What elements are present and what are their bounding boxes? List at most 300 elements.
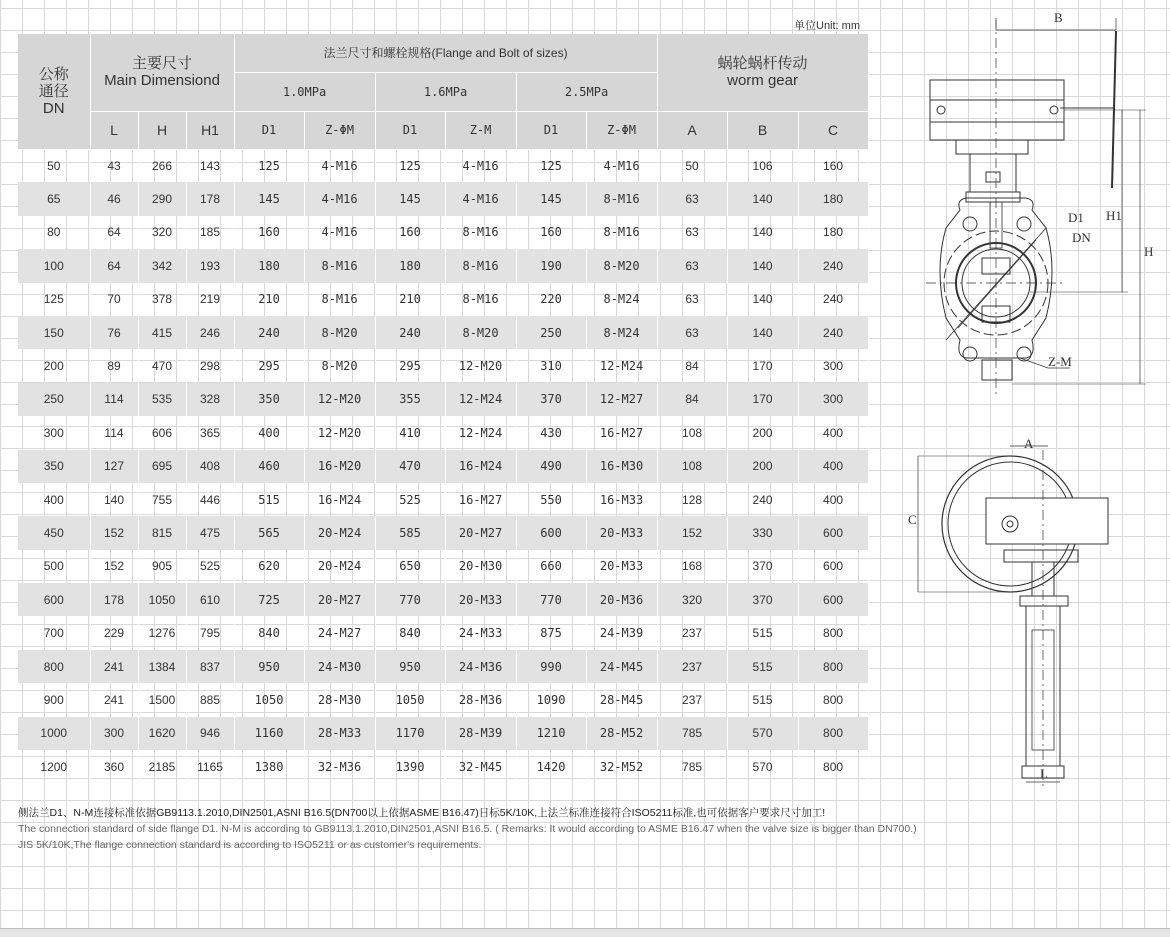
label-L: L [1040,766,1048,781]
table-row [18,650,868,683]
cell-d1-16: 1050 [375,683,445,716]
flange-header: 法兰尺寸和螺栓规格(Flange and Bolt of sizes) [234,34,657,72]
cell-zm-16: 16-M27 [445,483,516,516]
cell-d1-16: 770 [375,583,445,616]
cell-zm-10: 20-M24 [304,516,375,549]
cell-d1-25: 1210 [516,717,586,750]
cell-zm-25: 28-M52 [586,717,657,750]
table-row [18,149,868,182]
cell-zm-25: 8-M16 [586,216,657,249]
cell-zm-25: 8-M20 [586,249,657,282]
cell-zm-16: 4-M16 [445,149,516,182]
sub-header-H1: H1 [186,111,234,149]
cell-zm-10: 32-M36 [304,750,375,783]
cell-d1-25: 1420 [516,750,586,783]
cell-dn: 800 [18,650,90,683]
cell-zm-10: 8-M16 [304,249,375,282]
cell-zm-25: 20-M36 [586,583,657,616]
cell-h1: 328 [186,383,234,416]
cell-d1-10: 950 [234,650,304,683]
cell-zm-10: 24-M30 [304,650,375,683]
table-row [18,349,868,382]
cell-d1-25: 875 [516,616,586,649]
cell-d1-25: 430 [516,416,586,449]
cell-c: 240 [798,283,868,316]
gearbox-outline [930,80,1064,140]
cell-d1-25: 160 [516,216,586,249]
table-row [18,316,868,349]
cell-zm-16: 28-M39 [445,717,516,750]
cell-zm-10: 28-M33 [304,717,375,750]
cell-dn: 65 [18,182,90,215]
cell-d1-10: 400 [234,416,304,449]
cell-a: 63 [657,249,727,282]
valve-front-view [926,18,1146,395]
cell-h1: 795 [186,616,234,649]
cell-c: 400 [798,450,868,483]
cell-d1-10: 725 [234,583,304,616]
sub-header-Z-M: Z-M [445,111,516,149]
cell-zm-16: 20-M33 [445,583,516,616]
cell-d1-10: 210 [234,283,304,316]
cell-b: 200 [727,416,798,449]
cell-dn: 1000 [18,717,90,750]
cell-d1-10: 460 [234,450,304,483]
neck-coupling [986,172,1000,182]
cell-h: 755 [138,483,186,516]
label-H: H [1144,244,1154,259]
main-dim-en: Main Dimensiond [104,72,220,90]
cell-h1: 298 [186,349,234,382]
cell-l: 114 [90,416,138,449]
cell-zm-25: 16-M27 [586,416,657,449]
cell-c: 180 [798,182,868,215]
note-english-1: The connection standard of side flange D1. N-M is according to GB9113.1.2010,DIN2501,ASNI B16.5. ( Remarks: It would according to ASME B16.47 when the valve size is bigger than DN700.) [18,823,917,835]
cell-d1-16: 585 [375,516,445,549]
cell-h: 470 [138,349,186,382]
table-row [18,383,868,416]
cell-dn: 200 [18,349,90,382]
handwheel-rim [1112,31,1116,188]
cell-d1-25: 125 [516,149,586,182]
sub-header-L: L [90,111,138,149]
cell-d1-16: 210 [375,283,445,316]
cell-zm-16: 4-M16 [445,182,516,215]
label-DN: DN [1072,230,1091,245]
cell-dn: 80 [18,216,90,249]
sub-header-H: H [138,111,186,149]
cell-zm-16: 8-M16 [445,283,516,316]
cell-d1-16: 355 [375,383,445,416]
cell-a: 128 [657,483,727,516]
cell-a: 108 [657,450,727,483]
cell-c: 300 [798,383,868,416]
table-row [18,583,868,616]
cell-zm-16: 28-M36 [445,683,516,716]
cell-c: 800 [798,717,868,750]
cell-b: 370 [727,550,798,583]
lug-hole-tl [963,217,977,231]
cell-dn: 350 [18,450,90,483]
cell-d1-10: 1050 [234,683,304,716]
cell-h1: 219 [186,283,234,316]
cell-l: 114 [90,383,138,416]
cell-a: 785 [657,717,727,750]
cell-zm-10: 8-M20 [304,316,375,349]
cell-l: 229 [90,616,138,649]
spec-table [18,34,869,783]
cell-c: 600 [798,516,868,549]
cell-b: 330 [727,516,798,549]
cell-dn: 700 [18,616,90,649]
cell-zm-10: 12-M20 [304,383,375,416]
sub-header-Z-M: Z-ΦM [586,111,657,149]
pressure-1-6: 1.6MPa [375,72,516,111]
sub-header-D1: D1 [375,111,445,149]
cell-zm-10: 8-M20 [304,349,375,382]
note-english-2: JIS 5K/10K,The flange connection standard is according to ISO5211 or as customer's requirements. [18,839,482,851]
sub-header-B: B [727,111,798,149]
cell-d1-16: 295 [375,349,445,382]
cell-b: 370 [727,583,798,616]
cell-d1-16: 160 [375,216,445,249]
cell-d1-16: 840 [375,616,445,649]
cell-a: 785 [657,750,727,783]
top-flange [956,140,1028,154]
label-C: C [908,512,917,527]
cell-l: 46 [90,182,138,215]
cell-b: 140 [727,316,798,349]
worm-header [657,34,868,111]
cell-a: 168 [657,550,727,583]
cell-a: 320 [657,583,727,616]
cell-h1: 446 [186,483,234,516]
cell-c: 800 [798,683,868,716]
cell-d1-25: 310 [516,349,586,382]
cell-a: 63 [657,216,727,249]
table-row [18,550,868,583]
worm-en: worm gear [727,72,798,90]
cell-d1-16: 180 [375,249,445,282]
cell-h: 1500 [138,683,186,716]
neck-base [966,192,1020,202]
zm-leader [1020,358,1048,368]
cell-h1: 365 [186,416,234,449]
cell-a: 84 [657,349,727,382]
label-Z-M: Z-M [1048,354,1072,369]
cell-l: 89 [90,349,138,382]
pressure-2-5: 2.5MPa [516,72,657,111]
cell-d1-25: 370 [516,383,586,416]
cell-d1-10: 125 [234,149,304,182]
cell-b: 200 [727,450,798,483]
cell-zm-16: 16-M24 [445,450,516,483]
cell-d1-10: 145 [234,182,304,215]
valve-drawing [900,0,1170,800]
cell-zm-25: 16-M30 [586,450,657,483]
lug-hole-br [1017,347,1031,361]
cell-zm-25: 8-M16 [586,182,657,215]
cell-d1-25: 600 [516,516,586,549]
cell-h1: 610 [186,583,234,616]
cell-d1-10: 620 [234,550,304,583]
cell-dn: 600 [18,583,90,616]
cell-d1-25: 990 [516,650,586,683]
cell-zm-25: 32-M52 [586,750,657,783]
cell-a: 152 [657,516,727,549]
cell-zm-10: 28-M30 [304,683,375,716]
cell-zm-25: 24-M45 [586,650,657,683]
pressure-1-0: 1.0MPa [234,72,375,111]
main-dim-header [90,34,234,111]
cell-zm-10: 24-M27 [304,616,375,649]
cell-b: 140 [727,216,798,249]
cell-b: 515 [727,683,798,716]
cell-zm-25: 24-M39 [586,616,657,649]
cell-h: 1620 [138,717,186,750]
cell-l: 43 [90,149,138,182]
cell-zm-10: 20-M24 [304,550,375,583]
cell-d1-16: 470 [375,450,445,483]
cell-h: 535 [138,383,186,416]
cell-b: 570 [727,717,798,750]
cell-zm-10: 4-M16 [304,216,375,249]
cell-c: 400 [798,416,868,449]
cell-h1: 246 [186,316,234,349]
cell-l: 178 [90,583,138,616]
label-H1: H1 [1106,208,1122,223]
cell-zm-10: 4-M16 [304,149,375,182]
cell-d1-10: 515 [234,483,304,516]
spec-table-body [18,149,868,783]
cell-h: 905 [138,550,186,583]
cell-c: 600 [798,550,868,583]
cell-l: 76 [90,316,138,349]
worm-cn: 蜗轮蜗杆传动 [717,55,808,73]
cell-l: 300 [90,717,138,750]
cell-zm-10: 16-M20 [304,450,375,483]
cell-d1-10: 180 [234,249,304,282]
cell-h: 290 [138,182,186,215]
cell-h: 1384 [138,650,186,683]
cell-h1: 885 [186,683,234,716]
cell-a: 84 [657,383,727,416]
cell-zm-25: 28-M45 [586,683,657,716]
cell-b: 140 [727,182,798,215]
lug-hole-bl [963,347,977,361]
cell-l: 152 [90,516,138,549]
cell-h: 2185 [138,750,186,783]
cell-d1-25: 770 [516,583,586,616]
cell-dn: 400 [18,483,90,516]
label-A: A [1024,436,1034,451]
cell-zm-16: 24-M33 [445,616,516,649]
cell-d1-10: 160 [234,216,304,249]
table-row [18,717,868,750]
cell-zm-25: 4-M16 [586,149,657,182]
cell-dn: 100 [18,249,90,282]
cell-zm-16: 12-M24 [445,383,516,416]
notes [18,805,1158,853]
valve-side-view [918,446,1108,790]
dn-header-cn1: 公称 [38,65,69,83]
cell-d1-25: 220 [516,283,586,316]
cell-h1: 525 [186,550,234,583]
cell-d1-25: 660 [516,550,586,583]
cell-a: 108 [657,416,727,449]
body-foot [982,360,1012,380]
cell-c: 240 [798,249,868,282]
sub-header-Z-M: Z-ΦM [304,111,375,149]
lug-hole-tr [1017,217,1031,231]
cell-b: 106 [727,149,798,182]
cell-b: 140 [727,283,798,316]
cell-c: 800 [798,750,868,783]
cell-l: 360 [90,750,138,783]
cell-d1-25: 145 [516,182,586,215]
table-row [18,516,868,549]
cell-h: 378 [138,283,186,316]
table-row [18,483,868,516]
sub-header-A: A [657,111,727,149]
cell-zm-16: 12-M24 [445,416,516,449]
cell-d1-16: 650 [375,550,445,583]
label-D1: D1 [1068,210,1084,225]
cell-zm-25: 12-M24 [586,349,657,382]
cell-l: 241 [90,683,138,716]
cell-zm-10: 4-M16 [304,182,375,215]
cell-d1-10: 840 [234,616,304,649]
cell-zm-25: 8-M24 [586,283,657,316]
cell-d1-16: 525 [375,483,445,516]
cell-zm-16: 12-M20 [445,349,516,382]
table-row [18,283,868,316]
cell-d1-16: 1170 [375,717,445,750]
cell-h1: 143 [186,149,234,182]
cell-a: 50 [657,149,727,182]
cell-b: 515 [727,650,798,683]
cell-c: 240 [798,316,868,349]
sub-header-C: C [798,111,868,149]
main-dim-cn: 主要尺寸 [132,55,193,73]
table-row [18,450,868,483]
cell-d1-16: 145 [375,182,445,215]
cell-h1: 475 [186,516,234,549]
sub-header-D1: D1 [234,111,304,149]
cell-c: 400 [798,483,868,516]
cell-dn: 900 [18,683,90,716]
cell-h1: 178 [186,182,234,215]
dn-header-cn2: 通径 [38,82,69,100]
cell-h1: 1165 [186,750,234,783]
cell-h: 1276 [138,616,186,649]
cell-b: 140 [727,249,798,282]
cell-d1-25: 1090 [516,683,586,716]
cell-d1-10: 1380 [234,750,304,783]
cell-l: 127 [90,450,138,483]
cell-zm-16: 24-M36 [445,650,516,683]
side-neck-base [1020,596,1068,606]
cell-h: 320 [138,216,186,249]
cell-h: 1050 [138,583,186,616]
cell-zm-25: 16-M33 [586,483,657,516]
cell-a: 63 [657,316,727,349]
cell-dn: 300 [18,416,90,449]
cell-zm-16: 8-M16 [445,249,516,282]
cell-l: 64 [90,216,138,249]
cell-c: 800 [798,616,868,649]
cell-d1-16: 125 [375,149,445,182]
cell-d1-10: 1160 [234,717,304,750]
dn-header [18,34,90,149]
cell-d1-10: 295 [234,349,304,382]
sub-header-D1: D1 [516,111,586,149]
cell-d1-25: 250 [516,316,586,349]
dn-header-en: DN [42,99,65,117]
table-row [18,216,868,249]
cell-d1-16: 1390 [375,750,445,783]
cell-zm-10: 16-M24 [304,483,375,516]
cell-c: 600 [798,583,868,616]
cell-l: 70 [90,283,138,316]
cell-zm-16: 20-M27 [445,516,516,549]
cell-a: 237 [657,650,727,683]
cell-h1: 946 [186,717,234,750]
cell-c: 800 [798,650,868,683]
cell-b: 170 [727,383,798,416]
cell-h: 695 [138,450,186,483]
cell-d1-16: 240 [375,316,445,349]
cell-b: 170 [727,349,798,382]
note-chinese: 侧法兰D1、N-M连接标准依据GB9113.1.2010,DIN2501,ASNI B16.5(DN700以上依据ASME B16.47)日标5K/10K,上法兰标准连接符合ISO5211标准,也可依据客户要求尺寸加工! [18,807,826,819]
cell-h: 266 [138,149,186,182]
table-row [18,616,868,649]
cell-zm-25: 20-M33 [586,550,657,583]
cell-d1-25: 550 [516,483,586,516]
cell-h1: 185 [186,216,234,249]
cell-h: 606 [138,416,186,449]
cell-l: 140 [90,483,138,516]
cell-a: 63 [657,283,727,316]
cell-l: 241 [90,650,138,683]
cell-dn: 50 [18,149,90,182]
cell-c: 160 [798,149,868,182]
cell-zm-25: 12-M27 [586,383,657,416]
cell-d1-10: 240 [234,316,304,349]
cell-h: 815 [138,516,186,549]
cell-dn: 150 [18,316,90,349]
cell-d1-10: 350 [234,383,304,416]
cell-l: 64 [90,249,138,282]
cell-l: 152 [90,550,138,583]
cell-c: 300 [798,349,868,382]
gearbox-bolt-right [1050,106,1058,114]
cell-d1-25: 190 [516,249,586,282]
label-B: B [1054,10,1063,25]
cell-zm-25: 20-M33 [586,516,657,549]
cell-zm-16: 32-M45 [445,750,516,783]
cell-a: 237 [657,683,727,716]
cell-d1-10: 565 [234,516,304,549]
cell-h: 342 [138,249,186,282]
table-row [18,249,868,282]
cell-dn: 450 [18,516,90,549]
cell-d1-25: 490 [516,450,586,483]
cell-b: 570 [727,750,798,783]
cell-c: 180 [798,216,868,249]
unit-label: 单位Unit: mm [794,20,860,32]
cell-h1: 837 [186,650,234,683]
